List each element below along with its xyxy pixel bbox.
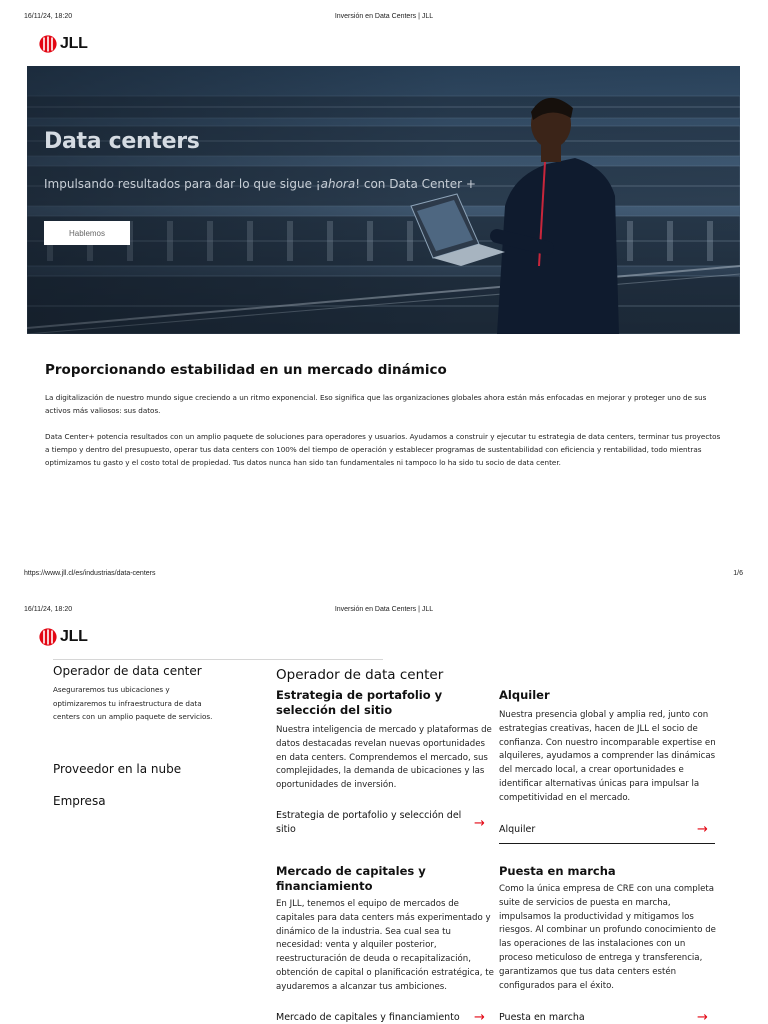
card-link-alquiler[interactable]: Alquiler [499,824,536,835]
intro-paragraph-1: La digitalización de nuestro mundo sigue creciendo a un ritmo exponencial. Eso significa que las organizaciones globales ahora están más enfocadas en mejorar y proteger uno de sus activos más valiosos: sus datos. [45,393,707,416]
sidebar-item-operador-desc: Aseguraremos tus ubicaciones y optimizaremos tu infraestructura de data centers con un amplio paquete de servicios. [53,685,213,721]
arrow-right-icon[interactable]: → [474,816,485,831]
print-title: Inversión en Data Centers | JLL [334,606,434,613]
sidebar-item-empresa[interactable]: Empresa [53,794,106,808]
sidebar-item-nube[interactable]: Proveedor en la nube [53,762,182,776]
print-date: 16/11/24, 18:20 [24,13,73,20]
jll-logo-text: JLL [60,628,88,645]
card-title-capitales: Mercado de capitales y financiamiento [276,864,426,893]
card-title-estrategia: Estrategia de portafolio y selección del sitio [276,688,443,717]
arrow-right-icon[interactable]: → [697,1010,708,1024]
card-divider [499,843,715,844]
card-link-capitales[interactable]: Mercado de capitales y financiamiento [276,1012,460,1023]
hero-banner [27,66,740,334]
arrow-right-icon[interactable]: → [697,822,708,837]
arrow-right-icon[interactable]: → [474,1010,485,1024]
card-body-capitales: En JLL, tenemos el equipo de mercados de capitales para data centers más experimentado y dinámico de la industria. Sea cual sea tu necesidad: venta y alquiler posterior, reestructuración de deuda o recapitalización, obtención de capital o planificación estratégica, te ayudaremos a alcanzar tus ambiciones. [276,899,494,992]
print-date: 16/11/24, 18:20 [24,606,73,613]
intro-paragraph-2: Data Center+ potencia resultados con un amplio paquete de soluciones para operadores y usuarios. Ayudamos a construir y ejecutar tu estrategia de data centers, terminar tus proyectos a tiempo y dentro del presupuesto, operar tus data centers con 100% del tiempo de operación y establecer programas de sustentabilidad con eficiencia y rentabilidad, todo mientras optimizamos tu gasto y el costo total de propiedad. Tus datos nunca han sido tan fundamentales ni tampoco lo ha sido tu socio de data center. [45,432,721,468]
hero-subtitle: Impulsando resultados para dar lo que sigue ¡ahora! con Data Center + [44,177,476,191]
card-body-alquiler: Nuestra presencia global y amplia red, junto con estrategias creativas, hacen de JLL el socio de confianza. Con nuestro incomparable expertise en alquileres, ayudamos a comprender las dinámicas del mercado local, a crear oportunidades e identificar alternativas únicas para impulsar la competitividad en el mercado. [499,710,716,803]
sidebar-item-operador[interactable]: Operador de data center [53,664,202,678]
jll-logo-icon [39,628,57,646]
card-link-estrategia[interactable]: Estrategia de portafolio y selección del sitio [276,810,462,835]
jll-logo-text: JLL [60,35,88,52]
print-title: Inversión en Data Centers | JLL [334,13,434,20]
intro-title: Proporcionando estabilidad en un mercado dinámico [45,362,447,378]
card-link-puesta[interactable]: Puesta en marcha [499,1012,585,1023]
print-page-number: 1/6 [733,570,743,577]
sidebar-divider [53,659,383,660]
card-title-puesta: Puesta en marcha [499,864,616,878]
card-body-estrategia: Nuestra inteligencia de mercado y plataformas de datos destacadas revelan nuevas oportunidades en data centers. Comprendemos el mercado, sus complejidades, la demanda de ubicaciones y las oportunidades de inversión. [276,725,492,791]
card-title-alquiler: Alquiler [499,688,550,702]
hero-title: Data centers [44,129,200,154]
hablemos-button[interactable]: Hablemos [44,221,130,245]
print-url: https://www.jll.cl/es/industrias/data-centers [24,570,156,577]
main-title: Operador de data center [276,667,444,683]
card-body-puesta: Como la única empresa de CRE con una completa suite de servicios de puesta en marcha, impulsamos la productividad y mitigamos los riesgos. Al combinar un profundo conocimiento de las operaciones de las instalaciones con un proceso meticuloso de entrega y transferencia, garantizamos que tus data centers estén configurados para el éxito. [499,884,716,991]
jll-logo-icon [39,35,57,53]
jll-logo[interactable] [39,35,88,53]
hero-image [27,66,740,334]
jll-logo[interactable] [39,628,88,646]
